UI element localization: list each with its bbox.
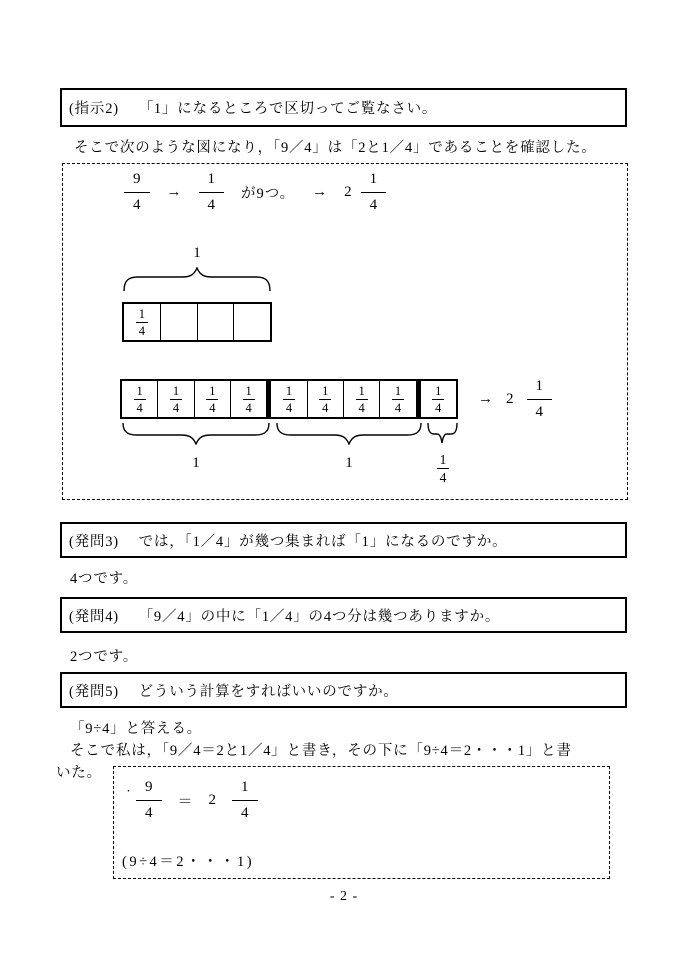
narration-line1: そこで私は，「9／4＝2と1／4」と書き，その下に「9÷4＝2・・・1」と書 (70, 743, 572, 759)
fraction-one-fourth (199, 171, 225, 213)
answer3-text: 4つです。 (70, 571, 139, 587)
group2-label: 1 (345, 455, 353, 471)
fraction-denominator: 4 (527, 399, 553, 421)
fraction-numerator: 1 (172, 383, 180, 398)
fraction-numerator: 9 (133, 171, 141, 187)
mixed-number (344, 171, 386, 213)
right-arrow-icon: → (166, 183, 182, 200)
answer5-text: 「9÷4」と答える。 (70, 721, 202, 737)
fraction-denominator: 4 (356, 399, 368, 415)
strip-cell (307, 381, 343, 417)
unit-brace-label: 1 (193, 245, 201, 261)
question3-text: (発問3) では，「1／4」が幾つ集まれば「1」になるのですか。 (69, 533, 508, 550)
fraction-denominator: 4 (392, 399, 404, 415)
instruction2-text: (指示2) 「1」になるところで区切ってご覧なさい。 (69, 101, 438, 117)
fraction-numerator: 1 (138, 306, 145, 321)
fraction-numerator: 1 (285, 383, 293, 398)
nine-strip-result (478, 378, 552, 420)
fraction-numerator: 1 (322, 383, 329, 398)
fraction-denominator: 4 (319, 399, 331, 415)
equals-sign: ＝ (177, 793, 193, 810)
fraction-denominator: 4 (199, 192, 225, 214)
summary-division-note: (9÷4＝2・・・1) (122, 854, 255, 870)
intro-text: そこで次のような図になり，「9／4」は「2と1／4」であることを確認した。 (74, 140, 597, 156)
question4-text: (発問4) 「9／4」の中に「1／4」の4つ分は幾つありますか。 (69, 608, 501, 625)
strip-cell (343, 381, 379, 417)
instruction2-box (60, 88, 627, 127)
strip-cell (230, 381, 266, 417)
fraction-nine-fourths (136, 779, 162, 821)
fraction-one-fourth (361, 171, 387, 213)
fraction-numerator: 1 (209, 383, 216, 398)
whole-number: 2 (344, 183, 352, 200)
fraction-denominator: 4 (283, 399, 295, 415)
fraction-denominator: 4 (136, 800, 162, 822)
fraction-numerator: 1 (245, 383, 252, 398)
cell-fraction (283, 384, 295, 415)
summary-dot: ・ (124, 786, 134, 796)
fraction-denominator: 4 (361, 192, 387, 214)
strip-cell (197, 304, 234, 340)
cell-fraction (206, 384, 218, 415)
question5-text: (発問5) どういう計算をすればいいのですか。 (69, 683, 399, 700)
whole-number: 2 (506, 390, 514, 407)
fraction-numerator: 9 (145, 779, 153, 795)
answer4-text: 2つです。 (70, 649, 139, 665)
fraction-denominator: 4 (206, 399, 218, 415)
strip-cell (157, 381, 193, 417)
whole-number: 2 (208, 791, 217, 808)
fraction-numerator: 1 (394, 383, 402, 398)
summary-equation (136, 779, 258, 821)
cell-fraction (136, 307, 148, 338)
fraction-denominator: 4 (437, 468, 450, 485)
question3-box (60, 522, 627, 558)
fraction-numerator: 1 (439, 452, 447, 467)
page-number: - 2 - (329, 889, 359, 904)
cell-fraction (170, 384, 182, 415)
strip-cell (233, 304, 270, 340)
fraction-denominator: 4 (232, 800, 258, 822)
fraction-denominator: 4 (124, 192, 150, 214)
cell-fraction (432, 384, 444, 415)
strip-cell (122, 381, 157, 417)
cell-fraction (243, 384, 255, 415)
strip-cell (124, 304, 160, 340)
under-brace-group1 (121, 423, 271, 445)
fraction-denominator: 4 (170, 399, 182, 415)
fraction-denominator: 4 (136, 322, 148, 338)
fraction-numerator: 1 (136, 383, 143, 398)
strip-cell (266, 381, 306, 417)
right-arrow-icon: → (312, 183, 328, 200)
cell-fraction (356, 384, 368, 415)
question5-box (60, 672, 627, 708)
strip-cell (379, 381, 415, 417)
fraction-numerator: 1 (369, 171, 378, 187)
under-brace-last (427, 423, 458, 445)
fraction-numerator: 1 (207, 171, 215, 187)
last-group-label (424, 452, 462, 485)
under-brace-group2 (275, 423, 423, 445)
strip-cell (416, 381, 456, 417)
group1-label: 1 (192, 455, 200, 471)
cell-fraction (319, 384, 331, 415)
figure-expression (124, 171, 386, 213)
narration-line2: いた。 (56, 765, 102, 781)
fraction-numerator: 1 (241, 779, 249, 795)
question4-box (60, 597, 627, 633)
right-arrow-icon: → (478, 390, 493, 407)
fraction-one-fourth (437, 452, 450, 485)
fraction-denominator: 4 (432, 399, 444, 415)
fraction-denominator: 4 (243, 399, 255, 415)
fraction-denominator: 4 (134, 399, 146, 415)
cell-fraction (134, 384, 146, 415)
count-text: が9つ。 (241, 185, 296, 202)
over-brace (122, 267, 272, 291)
fraction-nine-fourths (124, 171, 150, 213)
fraction-one-fourth (527, 378, 553, 420)
cell-fraction (392, 384, 404, 415)
nine-fraction-strip (120, 379, 458, 419)
fraction-numerator: 1 (358, 383, 365, 398)
fraction-numerator: 1 (535, 378, 543, 394)
fraction-numerator: 1 (435, 383, 442, 398)
strip-cell (160, 304, 197, 340)
strip-cell (194, 381, 230, 417)
fraction-one-fourth (232, 779, 258, 821)
unit-fraction-strip (122, 302, 272, 342)
